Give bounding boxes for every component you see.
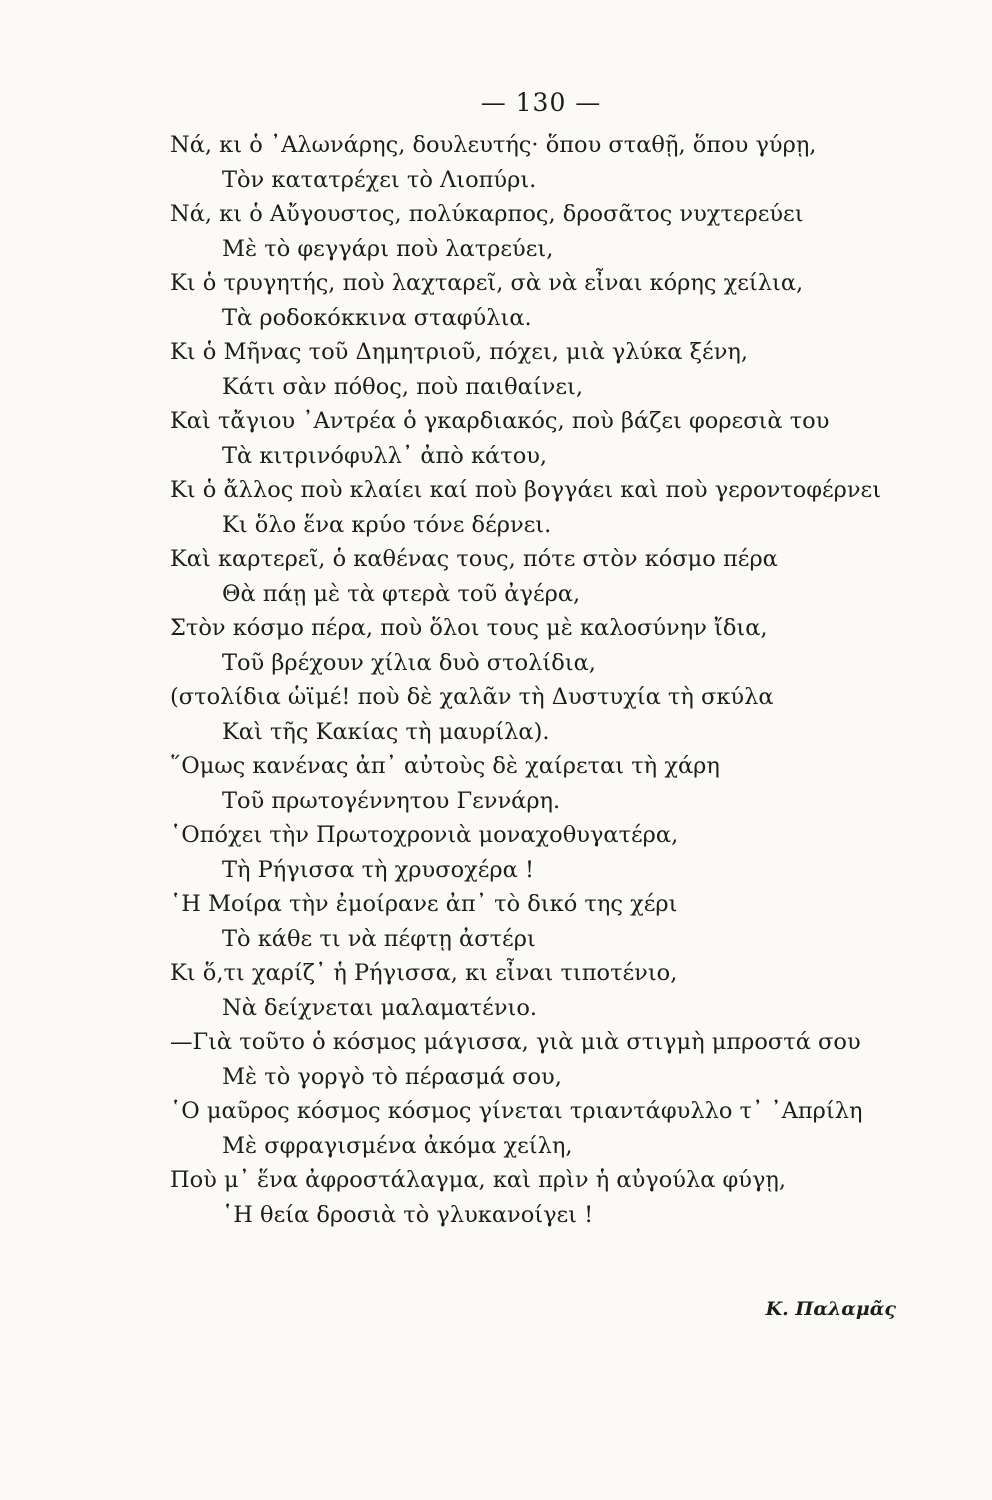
poem-line: ῾Ο μαῦρος κόσμος κόσμος γίνεται τριαντάφυλλο τ᾿ ᾿Απρίλη	[170, 1098, 863, 1124]
poem-line: Κι ὁ τρυγητής, ποὺ λαχταρεῖ, σὰ νὰ εἶναι κόρης χείλια,	[170, 270, 804, 296]
page-number: — 130 —	[480, 88, 602, 117]
poem-line: Κάτι σὰν πόθος, ποὺ παιθαίνει,	[222, 373, 583, 400]
poem-line: Καὶ τῆς Κακίας τὴ μαυρίλα).	[222, 718, 550, 745]
poem-line: ῾Η θεία δροσιὰ τὸ γλυκανοίγει !	[222, 1201, 594, 1228]
poem-line: Τὰ ροδοκόκκινα σταφύλια.	[222, 304, 532, 331]
poem-line: (στολίδια ὡϊμέ! ποὺ δὲ χαλᾶν τὴ Δυστυχία τὴ σκύλα	[170, 684, 774, 710]
poem-line: Κι ὁ ἄλλος ποὺ κλαίει καί ποὺ βογγάει καὶ ποὺ γεροντοφέρνει	[170, 477, 882, 503]
poem-line: Μὲ σφραγισμένα ἀκόμα χείλη,	[222, 1132, 573, 1159]
poem-line: Νά, κι ὁ ᾿Αλωνάρης, δουλευτής· ὅπου σταθῇ, ὅπου γύρῃ,	[170, 132, 817, 158]
poem-line: Κι ὅλο ἕνα κρύο τόνε δέρνει.	[222, 511, 552, 538]
poem-line: ῞Ομως κανένας ἀπ᾿ αὐτοὺς δὲ χαίρεται τὴ χάρη	[170, 753, 720, 779]
poem-line: Τὸ κάθε τι νὰ πέφτῃ ἀστέρι	[222, 925, 536, 952]
poem-line: Κι ὅ,τι χαρίζ᾿ ἡ Ρήγισσα, κι εἶναι τιποτένιο,	[170, 960, 678, 986]
poem-line: ῾Η Μοίρα τὴν ἐμοίρανε ἀπ᾿ τὸ δικό της χέρι	[170, 891, 678, 917]
poem-line: Τὰ κιτρινόφυλλ᾿ ἀπὸ κάτου,	[222, 442, 548, 469]
poem-line: Καὶ τἄγιου ᾿Αντρέα ὁ γκαρδιακός, ποὺ βάζει φορεσιὰ του	[170, 408, 830, 434]
poem-line: Θὰ πάῃ μὲ τὰ φτερὰ τοῦ ἀγέρα,	[222, 580, 581, 607]
poem-line: Νά, κι ὁ Αὔγουστος, πολύκαρπος, δροσᾶτος νυχτερεύει	[170, 201, 804, 227]
poem-line: ῾Οπόχει τὴν Πρωτοχρονιὰ μοναχοθυγατέρα,	[170, 822, 679, 848]
poem-line: Τοῦ πρωτογέννητου Γεννάρη.	[222, 787, 561, 814]
poem-line: Νὰ δείχνεται μαλαματένιο.	[222, 994, 538, 1021]
poem-line: —Γιὰ τοῦτο ὁ κόσμος μάγισσα, γιὰ μιὰ στιγμὴ μπροστά σου	[170, 1029, 861, 1055]
poem-line: Μὲ τὸ φεγγάρι ποὺ λατρεύει,	[222, 235, 554, 262]
poem-line: Καὶ καρτερεῖ, ὁ καθένας τους, πότε στὸν κόσμο πέρα	[170, 546, 778, 572]
poem-line: Ποὺ μ᾿ ἕνα ἀφροστάλαγμα, καὶ πρὶν ἡ αὐγούλα φύγῃ,	[170, 1167, 787, 1193]
poem-line: Τὴ Ρήγισσα τὴ χρυσοχέρα !	[222, 856, 535, 883]
poem-line: Τὸν κατατρέχει τὸ Λιοπύρι.	[222, 166, 537, 193]
poem-line: Κι ὁ Μῆνας τοῦ Δημητριοῦ, πόχει, μιὰ γλύκα ξένη,	[170, 339, 749, 365]
poem-line: Τοῦ βρέχουν χίλια δυὸ στολίδια,	[222, 649, 596, 676]
poem-line: Μὲ τὸ γοργὸ τὸ πέρασμά σου,	[222, 1063, 562, 1090]
poem-body	[170, 128, 960, 1232]
author-signature: Κ. Παλαμᾶς	[765, 1298, 896, 1320]
poem-line: Στὸν κόσμο πέρα, ποὺ ὅλοι τους μὲ καλοσύνην ἴδια,	[170, 615, 768, 641]
